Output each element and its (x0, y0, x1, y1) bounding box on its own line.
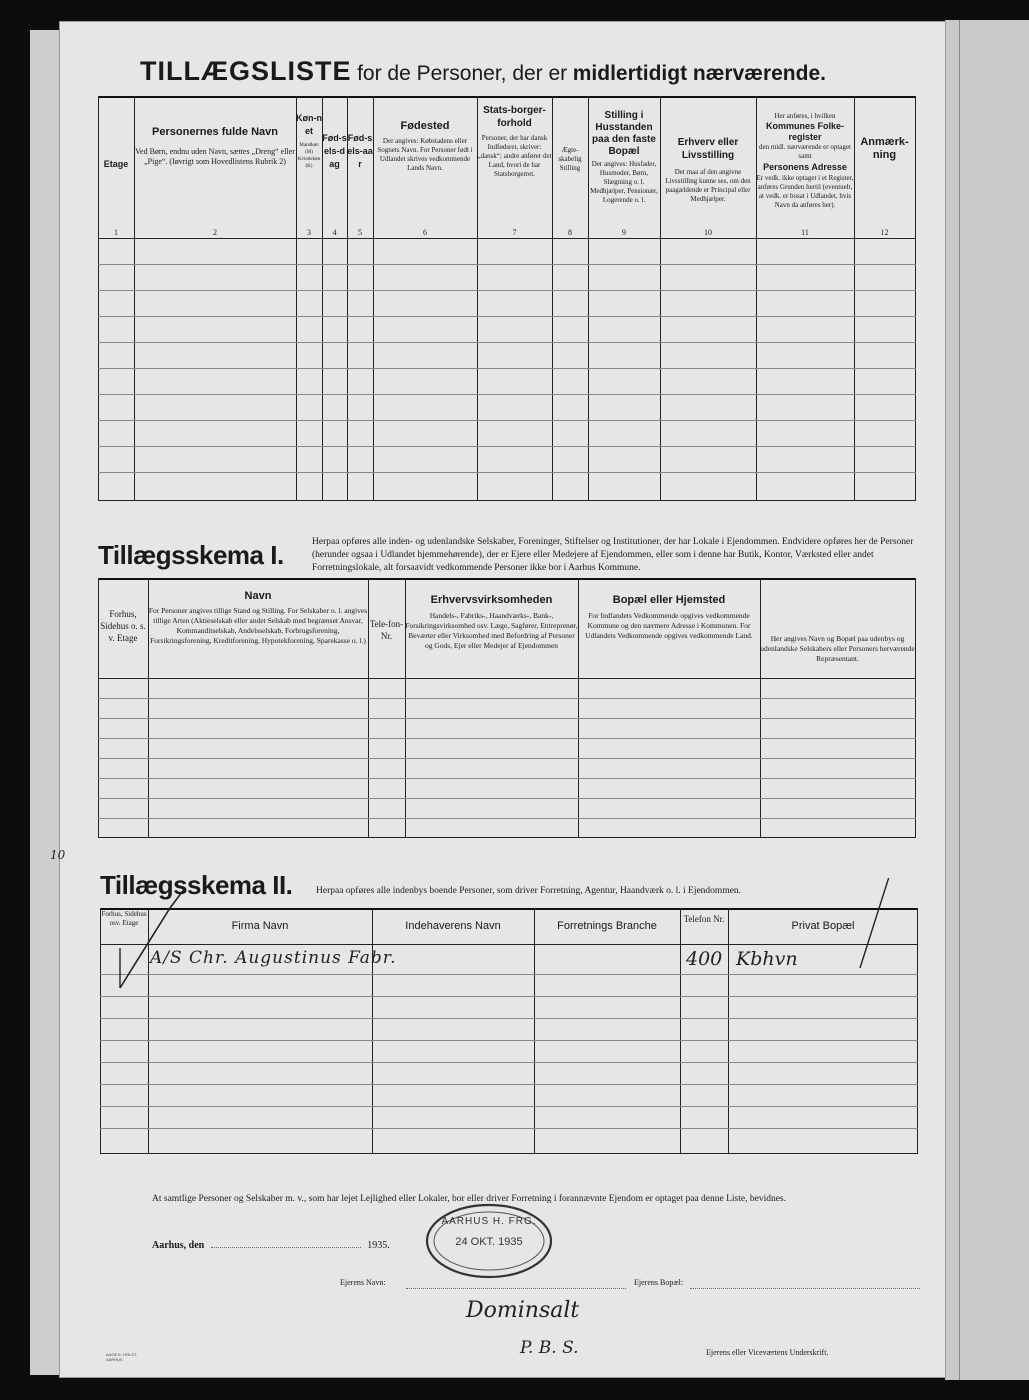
owner-address-label: Ejerens Bopæl: (634, 1278, 684, 1287)
col-statsborger-head: Stats-borger-forhold (483, 105, 546, 129)
col-stilling-sub: Der angives: Husfader, Husmoder, Børn, Slægtning o. l. Medhjælper, Pensionær, Logerende o. l. (590, 160, 658, 204)
col-num-4: 4 (332, 228, 337, 237)
owner-name-line (406, 1288, 626, 1289)
owner-address-line (690, 1288, 920, 1289)
title-rest: for de Personer, der er (357, 62, 568, 85)
footer-year: 1935. (367, 1240, 390, 1251)
col-folkeregister-sub3: Er vedk. ikke optaget i et Register, anføres Grunden hertil (eventuelt, at vedk. er bosat i Udlandet, hvis Navn da anføres her). (756, 174, 854, 209)
owner-name-label: Ejerens Navn: (340, 1278, 386, 1287)
col-folkeregister-head: Kommunes Folke-register (765, 121, 844, 142)
postal-stamp (424, 1202, 554, 1280)
entry-bopael: Kbhvn (736, 948, 798, 970)
skema2-title: Tillægsskema II. (100, 870, 293, 900)
col-num-9: 9 (622, 228, 626, 237)
form-sheet (50, 22, 945, 1377)
skema1-col-erhverv (405, 594, 578, 651)
col-folkeregister-sub2: Personens Adresse (763, 162, 847, 172)
skema2-description: Herpaa opføres alle indenbys boende Personer, som driver Forretning, Agentur, Haandværk o. l. i Ejendommen. (316, 886, 742, 896)
skema2-col-branche: Forretnings Branche (557, 920, 657, 932)
signature-initials: P. B. S. (520, 1338, 579, 1358)
col-navn-head: Personernes fulde Navn (152, 126, 278, 138)
col-num-6: 6 (423, 228, 427, 237)
col-num-5: 5 (358, 228, 362, 237)
diagonal-stroke (860, 878, 895, 968)
pen-strokes-svg (100, 878, 918, 998)
stamp-top-text: AARHUS H. FRG. (441, 1216, 537, 1227)
skema1-col-bopael-sub: For Indlandets Vedkommende opgives vedkommende Kommune og den nærmere Adresse i Kommunen. For Udlandets Vedkommende opgives vedkommende Land. (585, 611, 753, 640)
printer-mark: AAGE E. HOLST, AARHUS (106, 1352, 138, 1362)
skema1-col-navn-sub: For Personer angives tillige Stand og Stilling. For Selskaber o. l. angives tillige Arten (Aktieselskab eller andet Selskab med begrænset Ansvar, Kommanditselskab, Andelsselskab, Forbrugsforening, Forsikringsforening, Kreditforening, Hypotekforening, Sparekasse o. l.) (148, 606, 368, 645)
signature: Dominsalt (466, 1298, 580, 1323)
skema1-col-erhverv-head: Erhvervsvirksomheden (430, 594, 553, 606)
col-folkeregister-subtop: Her anføres, i hvilken (774, 112, 836, 120)
col-num-2: 2 (213, 228, 217, 237)
footer-place: Aarhus, den (152, 1240, 205, 1251)
col-stilling (588, 110, 660, 205)
col-erhverv-head: Erhverv eller Livsstilling (677, 137, 739, 161)
col-kon-sub: Mandkøn (M) Kvindekøn (K) (297, 143, 321, 169)
entry-telefon: 400 (686, 948, 723, 970)
skema1-title: Tillægsskema I. (98, 540, 284, 570)
col-num-7: 7 (512, 228, 517, 237)
skema1-col-bopael (578, 594, 760, 641)
skema1-col-erhverv-sub: Handels-, Fabriks-, Haandværks-, Bank-, Forsikringsvirksomhed osv. Læge, Sagfører, Entreprenør, Beværter eller Virksomhed med Befordring af Personer og Gods, Ejer eller Medejer af Ejendommen (405, 611, 578, 650)
skema1-col-bopael-head: Bopæl eller Hjemsted (612, 594, 726, 606)
skema1-description: Herpaa opføres alle inden- og udenlandske Selskaber, Foreninger, Stiftelser og Institutioner, der har Lokale i Ejendommen. Endvidere opføres her de Personer (herunder ogsaa i Udlandet hjemmehørende), der er Ejere eller Medejere af Ejendommen, eller som i denne har Butik, Kontor, Værksted eller andet Forretningslokale, alt forsaavidt vedkommende Personer ikke bor i Aarhus Kommune. (312, 537, 914, 573)
skema1-col-etage: Forhus, Sidehus o. s. v. Etage (100, 609, 146, 643)
margin-note: 10 (50, 848, 66, 862)
col-etage-head: Etage (103, 159, 129, 169)
skema1-col-navn-head: Navn (244, 590, 272, 602)
col-fodested (373, 120, 477, 173)
skema2-col-bopael: Privat Bopæl (791, 920, 855, 932)
col-statsborger-sub: Personer, der har dansk Indfødsret, skriver: „dansk“; andre anfører det Land, hvori de har Statsborgerret. (477, 134, 552, 178)
col-num-12: 12 (880, 228, 889, 237)
title-emph: midlertidigt nærværende. (572, 62, 826, 85)
skema2-col-telefon: Telefon Nr. (683, 914, 725, 924)
col-fodested-sub: Der angives: Købstadens eller Sognets Navn. For Personer født i Udlandet skrives vedkommende Lands Navn. (377, 137, 473, 172)
col-num-3: 3 (307, 228, 311, 237)
col-folkeregister-sub: den midl. nærværende er optaget samt (759, 143, 851, 160)
col-erhverv-sub: Det maa af den angivne Livsstilling kunne ses, om den paagældende er Principal eller Medhjælper. (665, 168, 751, 203)
skema2-col-indehaver: Indehaverens Navn (405, 920, 501, 932)
skema2-table (100, 908, 918, 1154)
col-fodselsaar-head: Fød-sels-aar (347, 133, 373, 169)
footer-date (152, 1240, 390, 1251)
col-kon (296, 112, 322, 170)
skema2-col-etage: Forhus, Sidehus osv. Etage (101, 910, 147, 927)
col-num-8: 8 (568, 228, 572, 237)
col-fodested-head: Fødested (400, 120, 450, 132)
footer-statement-text: At samtlige Personer og Selskaber m. v., som har lejet Lejlighed eller Lokaler, bor eller driver Forretning i forannævnte Ejendom er optaget paa denne Liste, bevidnes. (152, 1194, 786, 1204)
table1 (98, 96, 916, 501)
skema1-col-navn (148, 590, 368, 646)
col-num-11: 11 (801, 228, 809, 237)
facing-page (945, 20, 1029, 1380)
skema1-table (98, 578, 916, 838)
signature-label: Ejerens eller Viceværtens Underskrift. (706, 1348, 829, 1357)
title-main: TILLÆGSLISTE (140, 56, 352, 86)
col-folkeregister (756, 112, 854, 210)
col-erhverv (660, 136, 756, 204)
col-num-1: 1 (114, 228, 118, 237)
col-anmaerkning-head: Anmærk-ning (860, 136, 909, 161)
col-navn-sub: Ved Børn, endnu uden Navn, sættes „Dreng“ eller „Pige“. (Iøvrigt som Hovedlistens Rubrik 2) (135, 147, 295, 166)
page-title (140, 56, 940, 87)
col-num-10: 10 (704, 228, 712, 237)
col-navn (134, 126, 296, 167)
col-kon-head: Køn-net (296, 113, 322, 136)
entry-firma: A/S Chr. Augustinus Fabr. (150, 948, 397, 968)
stamp-date-text: 24 OKT. 1935 (455, 1236, 523, 1248)
col-stilling-head: Stilling i Husstanden paa den faste Bopæl (592, 110, 656, 157)
skema1-col-repraesentant: Her angives Navn og Bopæl paa udenbys og udenlandske Selskabers eller Personers herværende Repræsentant. (760, 634, 915, 663)
col-aegteskab-head: Ægte-skabelig Stilling (558, 146, 582, 172)
col-statsborger (477, 104, 552, 179)
skema1-col-telefon: Tele-fon-Nr. (369, 619, 404, 641)
checkmark-stroke (120, 888, 185, 988)
skema2-col-firma: Firma Navn (231, 920, 289, 932)
col-fodselsdag-head: Fød-sels-dag (322, 133, 347, 169)
